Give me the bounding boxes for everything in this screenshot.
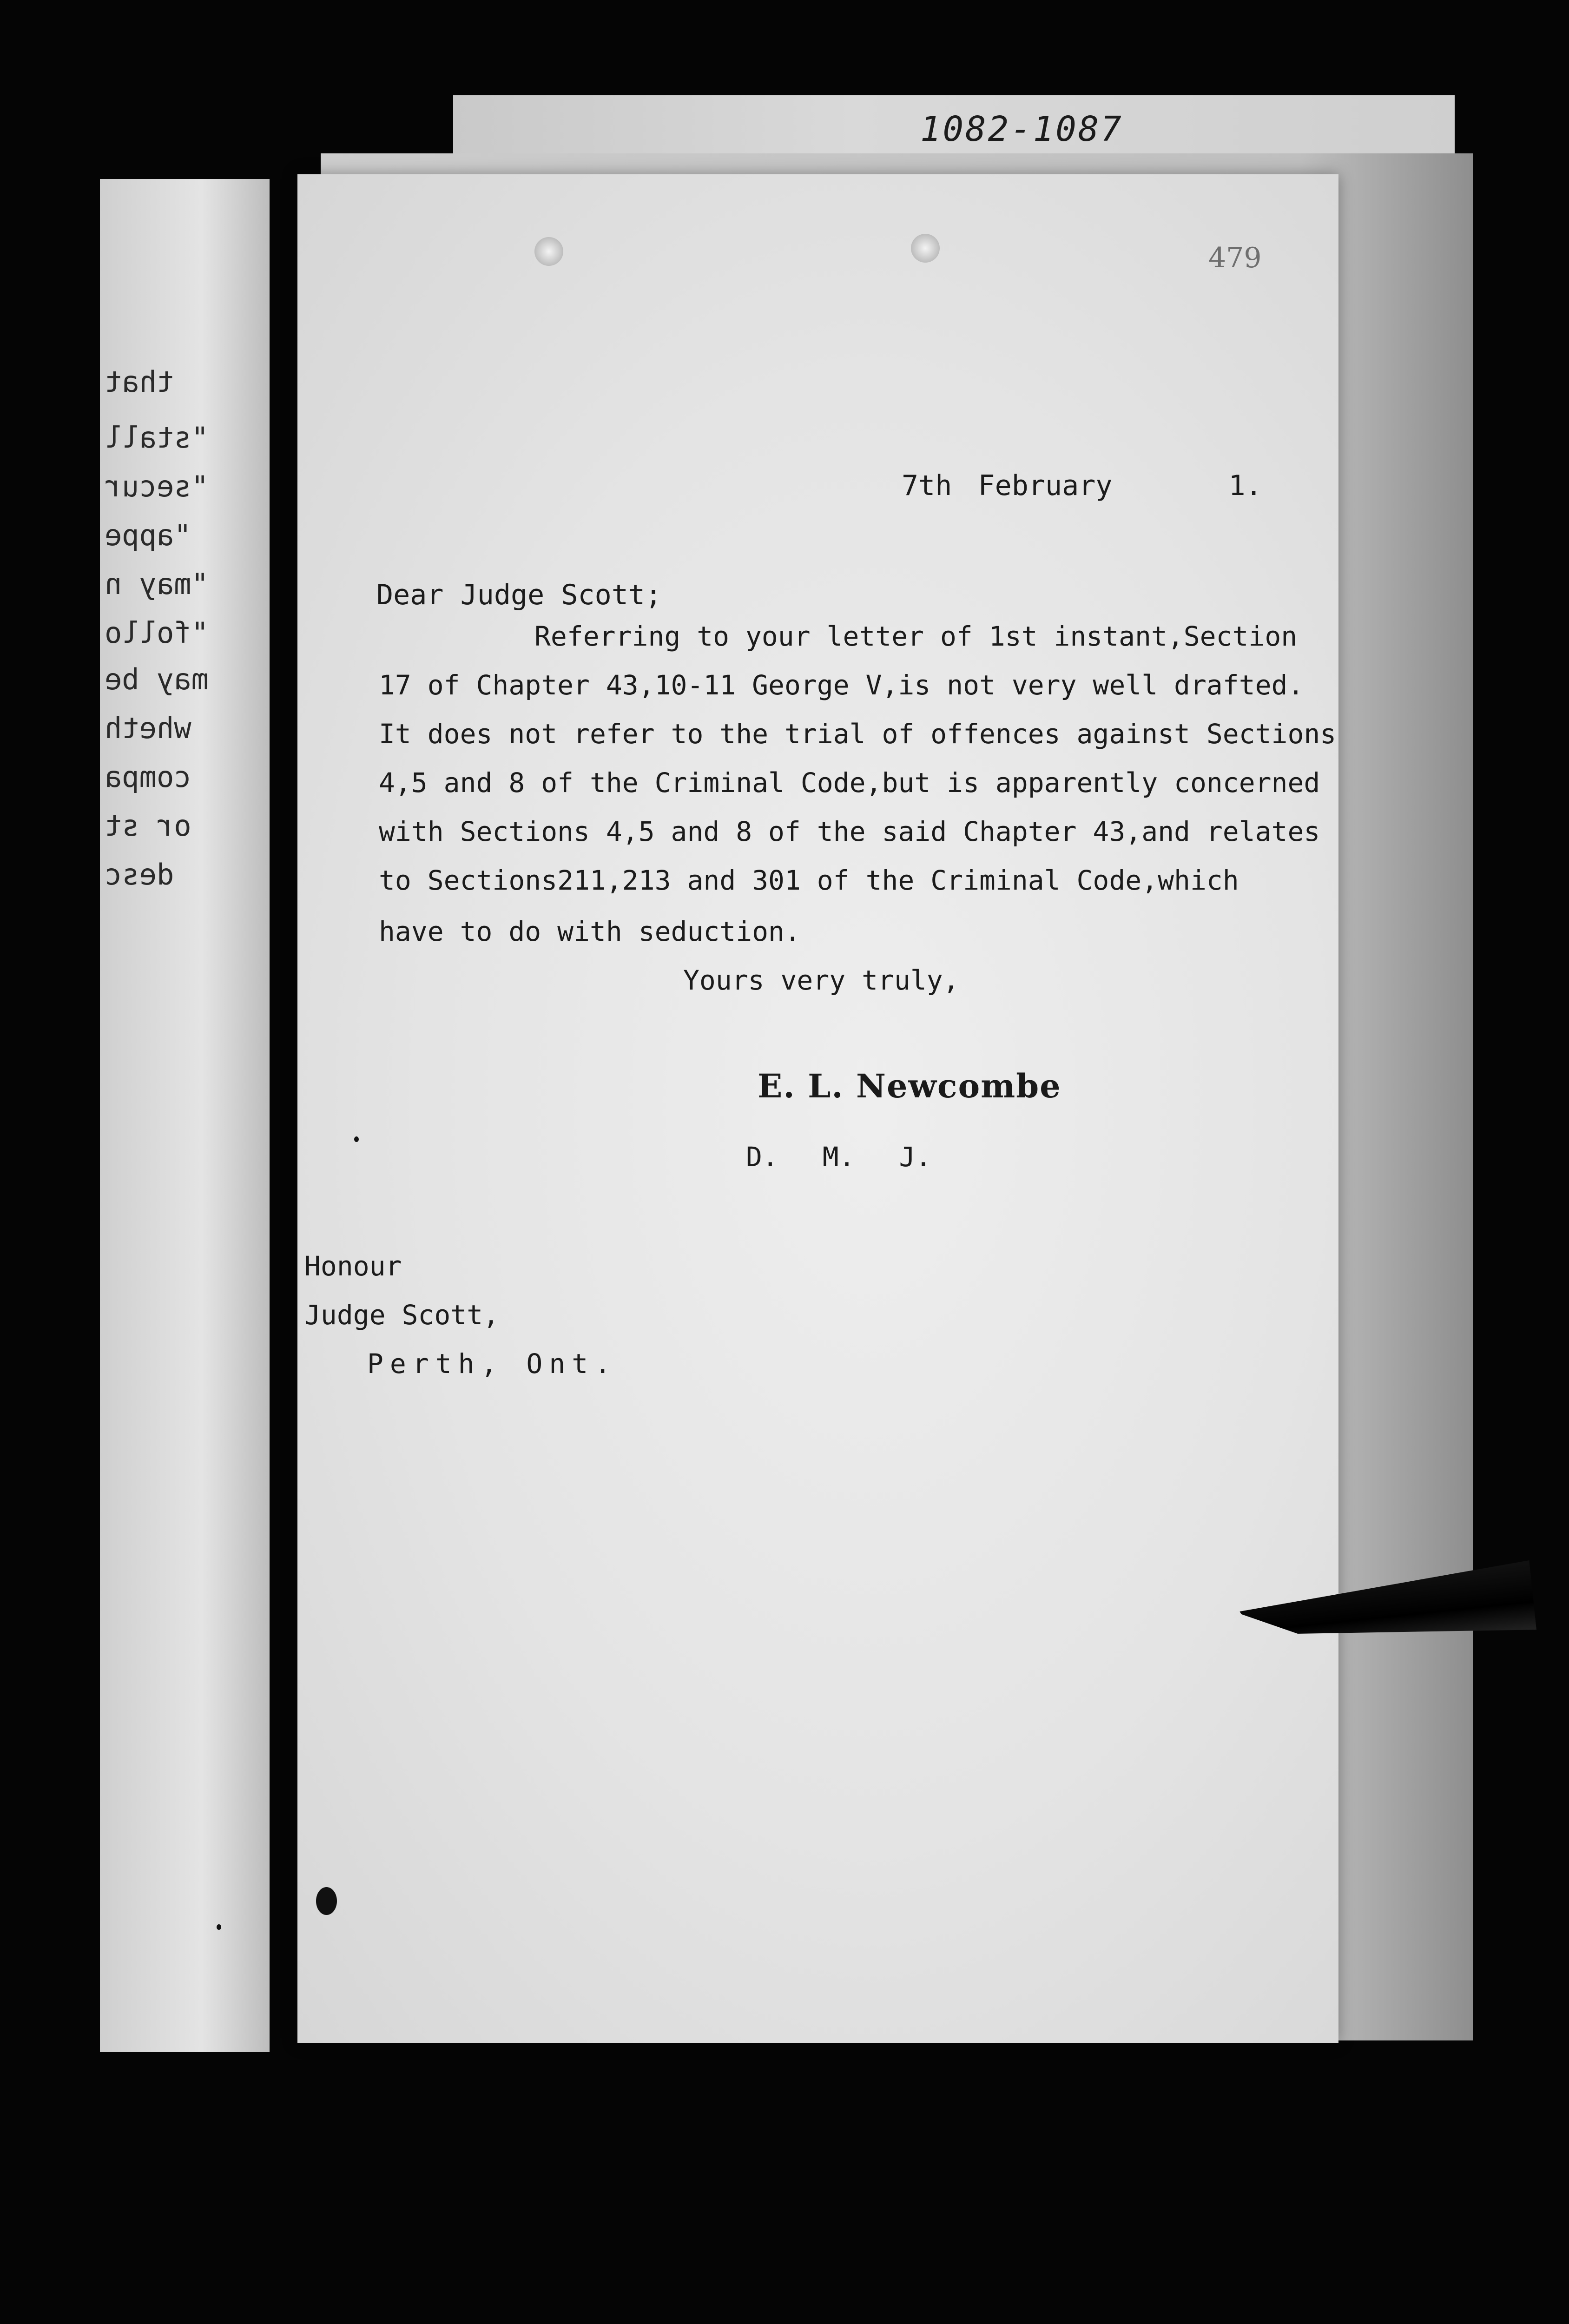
prev-page-fragment: "appe bbox=[105, 518, 191, 552]
body-line: 4,5 and 8 of the Criminal Code,but is apparently concerned bbox=[379, 767, 1320, 799]
ink-speck bbox=[316, 1887, 337, 1915]
page-number: 479 bbox=[1208, 242, 1262, 274]
handwritten-range-note: 1082-1087 bbox=[920, 109, 1123, 149]
prev-page-fragment: or st bbox=[105, 809, 191, 843]
letter-date bbox=[902, 469, 1262, 502]
body-line: It does not refer to the trial of offences against Sections bbox=[379, 718, 1337, 750]
date-day-month: 7th February bbox=[902, 469, 1113, 502]
punch-hole bbox=[534, 237, 563, 266]
body-line: with Sections 4,5 and 8 of the said Chapter 43,and relates bbox=[379, 816, 1320, 847]
body-line: 17 of Chapter 43,10-11 George V,is not very well drafted. bbox=[379, 669, 1304, 701]
prev-page-fragment: that bbox=[105, 365, 174, 399]
letter-page bbox=[297, 174, 1338, 2043]
punch-hole bbox=[911, 234, 940, 263]
closing: Yours very truly, bbox=[683, 964, 959, 996]
ink-speck bbox=[354, 1136, 359, 1142]
ink-speck bbox=[217, 1924, 221, 1930]
prev-page-fragment: "stall bbox=[105, 421, 209, 455]
prev-page-fragment: wheth bbox=[105, 711, 191, 745]
previous-page-edge bbox=[100, 179, 270, 2052]
signature-title: D. M. J. bbox=[746, 1141, 932, 1173]
prev-page-fragment: desc bbox=[105, 858, 174, 891]
prev-page-fragment: "secur bbox=[105, 469, 209, 503]
signature: E. L. Newcombe bbox=[758, 1067, 1061, 1105]
prev-page-fragment: compa bbox=[105, 760, 191, 794]
body-line: Referring to your letter of 1st instant,Section bbox=[534, 621, 1298, 652]
body-line: to Sections211,213 and 301 of the Criminal Code,which bbox=[379, 865, 1239, 896]
date-year-fragment: 1. bbox=[1228, 469, 1262, 502]
body-line: have to do with seduction. bbox=[379, 916, 801, 947]
prev-page-fragment: "may n bbox=[105, 567, 209, 601]
salutation: Dear Judge Scott; bbox=[376, 579, 662, 611]
prev-page-fragment: "follo bbox=[105, 616, 209, 650]
address-line: Judge Scott, bbox=[304, 1299, 500, 1331]
address-line: Honour bbox=[304, 1250, 402, 1282]
address-line: Perth, Ont. bbox=[367, 1348, 618, 1380]
prev-page-fragment: may be bbox=[105, 662, 209, 696]
